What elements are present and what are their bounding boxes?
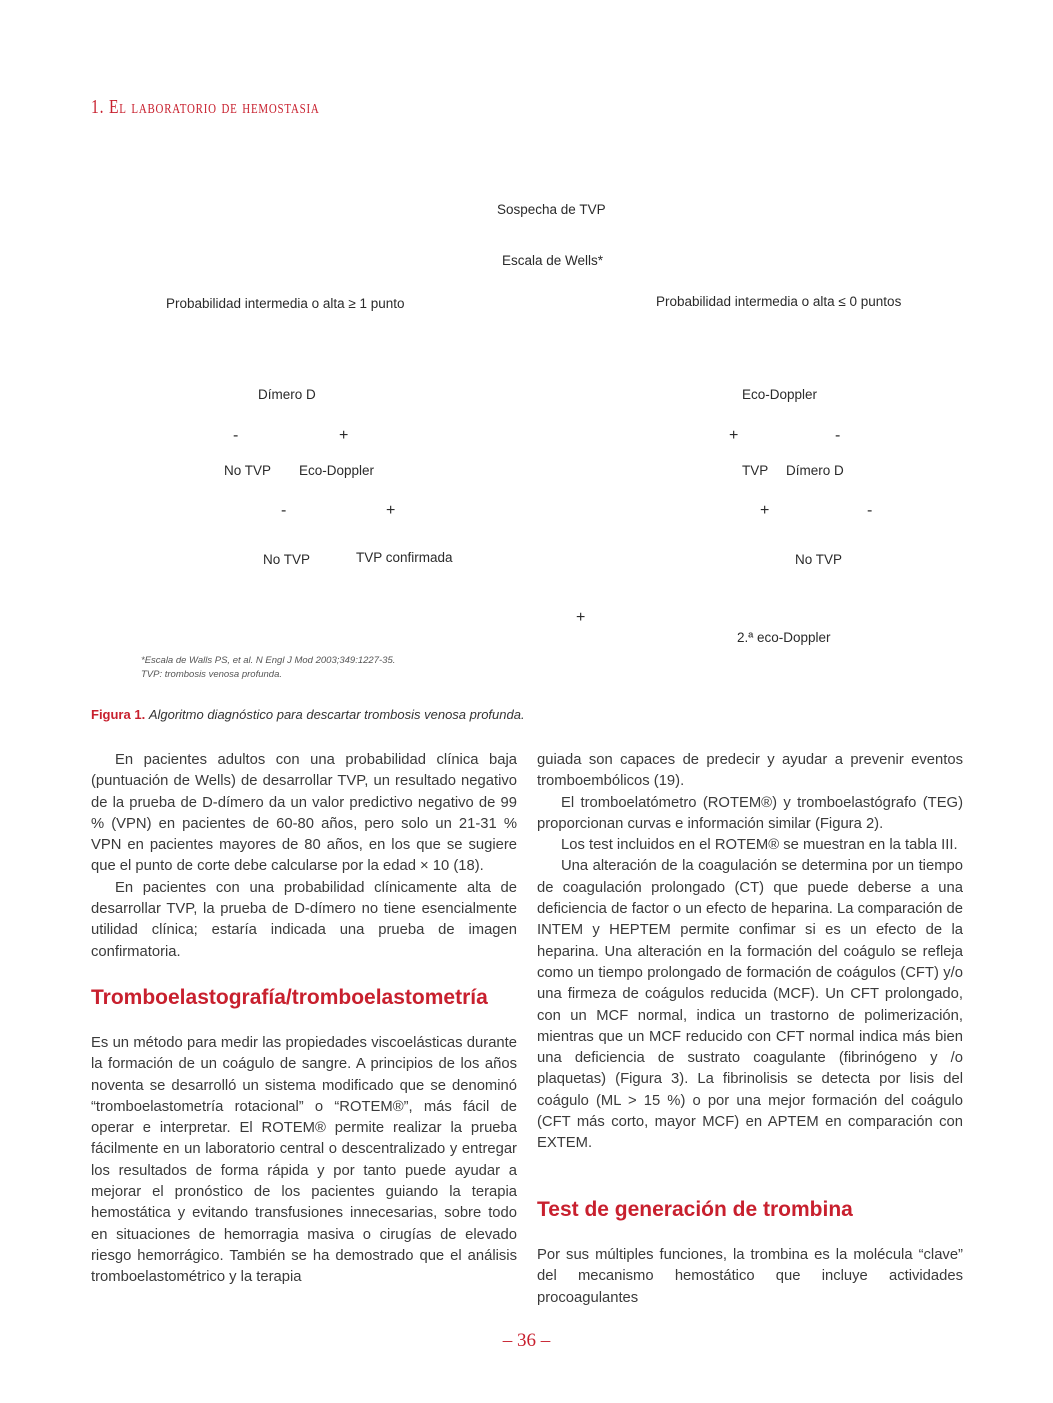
left-column-bottom (91, 1033, 517, 1289)
right-column-bottom (537, 1245, 963, 1309)
right-column-top (537, 750, 963, 1155)
node-suspicion: Sospecha de TVP (497, 202, 606, 217)
sign-plus-1: + (339, 427, 349, 444)
node-notvp-1: No TVP (224, 463, 272, 478)
sign-minus-3: - (281, 502, 287, 519)
figure-caption-label: Figura 1. (91, 707, 146, 722)
figure-footnote-reference: *Escala de Walls PS, et al. N Engl J Mod 2003;349:1227-35. (141, 655, 396, 666)
heading-tromboelastografia: Tromboelastografía/tromboelastometría (91, 986, 488, 1009)
node-notvp-3: No TVP (795, 552, 843, 567)
heading-trombina: Test de generación de trombina (537, 1198, 853, 1221)
node-second-eco: 2.ª eco-Doppler (737, 630, 831, 645)
node-ddimer-right: Dímero D (786, 463, 844, 478)
paragraph: El tromboelatómetro (ROTEM®) y tromboelastógrafo (TEG) proporcionan curvas e información similar (Figura 2). (537, 794, 963, 832)
paragraph: En pacientes adultos con una probabilidad clínica baja (puntuación de Wells) de desarrollar TVP, un resultado negativo de la prueba de D-dímero da un valor predictivo negativo de 99 % (VPN) en pacientes de 60-80 años, pero solo un 21-31 % VPN en pacientes mayores de 80 años, en los que se sugiere que el punto de corte debe calcularse por la edad × 10 (18). (91, 752, 517, 875)
node-eco-left: Eco-Doppler (299, 463, 375, 478)
node-notvp-2: No TVP (263, 552, 311, 567)
sign-minus-4: - (867, 502, 873, 519)
sign-plus-5: + (576, 609, 586, 626)
node-tvp-confirmed: TVP confirmada (356, 550, 453, 565)
node-ddimer-left: Dímero D (258, 387, 316, 402)
figure-caption (91, 707, 525, 722)
node-prob-right: Probabilidad intermedia o alta ≤ 0 puntos (656, 294, 902, 309)
paragraph: Los test incluidos en el ROTEM® se muestran en la tabla III. (561, 837, 958, 854)
paragraph: Por sus múltiples funciones, la trombina es la molécula “clave” del mecanismo hemostático que incluye actividades procoagulantes (537, 1247, 963, 1306)
paragraph: Es un método para medir las propiedades viscoelásticas durante la formación de un coágulo de sangre. A principios de los años noventa se desarrolló un sistema modificado que se denominó “tromboelastometría rotacional” o “ROTEM®”, más fácil de operar e interpretar. El ROTEM® permite realizar la prueba fácilmente en un laboratorio central o descentralizado y entregar los resultados de forma rápida y por tanto puede ayudar a mejorar el pronóstico de los pacientes guiando la terapia hemostática y evitando transfusiones innecesarias, sobre todo en situaciones de hemorragia masiva o cirugías de elevado riesgo hemorrágico. También se ha demostrado que el análisis tromboelastométrico y la terapia (91, 1035, 517, 1286)
node-eco-right: Eco-Doppler (742, 387, 818, 402)
node-tvp-right: TVP (742, 463, 769, 478)
paragraph: guiada son capaces de predecir y ayudar a prevenir eventos tromboembólicos (19). (537, 752, 963, 790)
node-prob-left: Probabilidad intermedia o alta ≥ 1 punto (166, 296, 405, 311)
paragraph: En pacientes con una probabilidad clínicamente alta de desarrollar TVP, la prueba de D-dímero no tiene esencialmente utilidad clínica; estaría indicada una prueba de imagen confirmatoria. (91, 879, 517, 960)
sign-plus-4: + (760, 502, 770, 519)
node-wells: Escala de Wells* (502, 253, 604, 268)
left-column-top (91, 750, 517, 963)
paragraph: Una alteración de la coagulación se determina por un tiempo de coagulación prolongado (CT) que puede deberse a una deficiencia de factor o un efecto de heparina. La comparación de INTEM y HEPTEM permite confimar si es un efecto de la heparina. Una alteración en la formación del coágulo se refleja como un tiempo prolongado de formación de coágulos (CFT) y/o una firmeza de coágulos reducida (MCF). Un CFT prolongado, con un MCF normal, indica un trastorno de polimerización, mientras que un MCF reducido con CFT normal indica más bien una deficiencia de sustrato coagulante (fibrinógeno y /o plaquetas) (Figura 3). La fibrinolisis se detecta por lisis del coágulo (ML > 15 %) o por una mejor formación del coágulo (CFT más corto, mayor MCF) en APTEM en comparación con EXTEM. (537, 858, 963, 1152)
sign-minus-1: - (233, 427, 239, 444)
section-header: 1. El laboratorio de hemostasia (91, 96, 320, 118)
figure-caption-text: Algoritmo diagnóstico para descartar trombosis venosa profunda. (148, 707, 525, 722)
sign-minus-2: - (835, 427, 841, 444)
sign-plus-3: + (386, 502, 396, 519)
figure-footnote-abbreviation: TVP: trombosis venosa profunda. (141, 669, 282, 680)
sign-plus-2: + (729, 427, 739, 444)
page-number: – 36 – (502, 1330, 551, 1351)
